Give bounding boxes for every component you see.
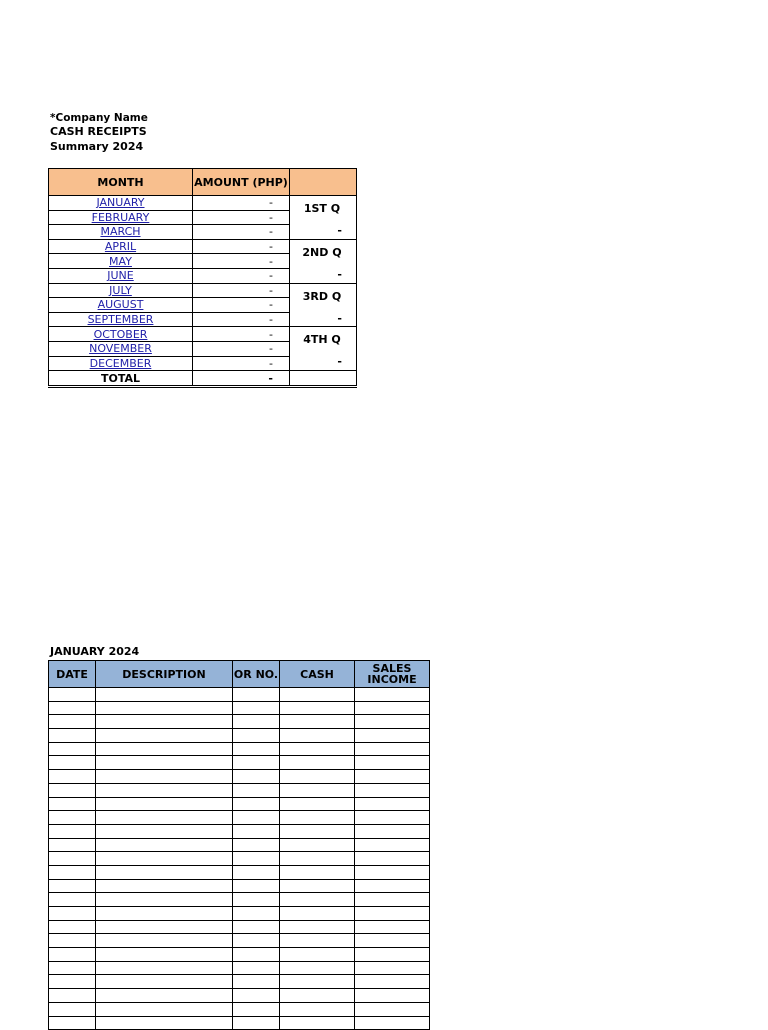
date-cell[interactable] — [49, 948, 96, 962]
sales-income-cell[interactable] — [355, 975, 430, 989]
date-cell[interactable] — [49, 975, 96, 989]
cash-cell[interactable] — [280, 1016, 355, 1030]
january-entry-row — [49, 920, 430, 934]
month-link-june[interactable]: JUNE — [107, 269, 134, 283]
date-cell[interactable] — [49, 961, 96, 975]
description-cell[interactable] — [96, 961, 233, 975]
january-entry-row — [49, 1002, 430, 1016]
month-link-april[interactable]: APRIL — [104, 240, 137, 254]
date-cell[interactable] — [49, 797, 96, 811]
cash-cell[interactable] — [280, 961, 355, 975]
date-cell[interactable] — [49, 879, 96, 893]
report-subtitle: Summary 2024 — [50, 140, 144, 153]
description-cell[interactable] — [96, 920, 233, 934]
cash-column-header: CASH — [280, 661, 355, 688]
summary-month-row — [49, 283, 357, 298]
january-entry-row — [49, 907, 430, 921]
description-cell[interactable] — [96, 1002, 233, 1016]
cash-cell[interactable] — [280, 934, 355, 948]
or-no-cell[interactable] — [233, 742, 280, 756]
month-cell — [49, 356, 193, 371]
sales-income-cell[interactable] — [355, 783, 430, 797]
description-cell[interactable] — [96, 893, 233, 907]
or-no-cell[interactable] — [233, 729, 280, 743]
date-cell[interactable] — [49, 729, 96, 743]
or-no-column-header: OR NO. — [233, 661, 280, 688]
sales-income-cell[interactable] — [355, 865, 430, 879]
summary-month-row — [49, 239, 357, 254]
sales-income-cell[interactable] — [355, 688, 430, 702]
description-cell[interactable] — [96, 1016, 233, 1030]
description-cell[interactable] — [96, 975, 233, 989]
cash-cell[interactable] — [280, 701, 355, 715]
description-cell[interactable] — [96, 907, 233, 921]
or-no-cell[interactable] — [233, 852, 280, 866]
or-no-cell[interactable] — [233, 1016, 280, 1030]
month-amount-cell: - — [193, 210, 290, 225]
quarter-cell — [290, 327, 357, 371]
cash-cell[interactable] — [280, 907, 355, 921]
cash-cell[interactable] — [280, 811, 355, 825]
or-no-cell[interactable] — [233, 824, 280, 838]
description-cell[interactable] — [96, 742, 233, 756]
quarter-label: 4TH Q — [303, 333, 341, 347]
month-link-july[interactable]: JULY — [109, 283, 132, 297]
month-link-february[interactable]: FEBRUARY — [91, 210, 150, 224]
description-column-header: DESCRIPTION — [96, 661, 233, 688]
cash-cell[interactable] — [280, 729, 355, 743]
sales-income-cell[interactable] — [355, 715, 430, 729]
quarter-label: 2ND Q — [302, 245, 342, 259]
month-link-october[interactable]: OCTOBER — [93, 327, 148, 341]
description-cell[interactable] — [96, 729, 233, 743]
month-link-may[interactable]: MAY — [109, 254, 132, 268]
month-cell — [49, 210, 193, 225]
month-amount-cell: - — [193, 312, 290, 327]
month-amount-cell: - — [193, 298, 290, 313]
cash-cell[interactable] — [280, 756, 355, 770]
description-cell[interactable] — [96, 811, 233, 825]
total-value: - — [193, 371, 290, 387]
date-cell[interactable] — [49, 893, 96, 907]
sales-income-cell[interactable] — [355, 756, 430, 770]
january-entry-row — [49, 729, 430, 743]
january-table — [48, 660, 430, 1030]
sales-income-cell[interactable] — [355, 811, 430, 825]
cash-cell[interactable] — [280, 1002, 355, 1016]
date-cell[interactable] — [49, 824, 96, 838]
january-entry-row — [49, 797, 430, 811]
or-no-cell[interactable] — [233, 715, 280, 729]
sales-income-cell[interactable] — [355, 1002, 430, 1016]
month-cell — [49, 196, 193, 211]
description-cell[interactable] — [96, 797, 233, 811]
or-no-cell[interactable] — [233, 701, 280, 715]
date-cell[interactable] — [49, 838, 96, 852]
or-no-cell[interactable] — [233, 934, 280, 948]
month-cell — [49, 283, 193, 298]
or-no-cell[interactable] — [233, 756, 280, 770]
quarter-column-header — [290, 169, 357, 196]
january-entry-row — [49, 688, 430, 702]
sales-income-cell[interactable] — [355, 1016, 430, 1030]
month-column-header: MONTH — [49, 169, 193, 196]
date-cell[interactable] — [49, 688, 96, 702]
january-entry-row — [49, 838, 430, 852]
description-cell[interactable] — [96, 824, 233, 838]
cash-cell[interactable] — [280, 797, 355, 811]
month-cell — [49, 341, 193, 356]
description-cell[interactable] — [96, 770, 233, 784]
month-link-march[interactable]: MARCH — [100, 225, 141, 239]
cash-cell[interactable] — [280, 824, 355, 838]
cash-cell[interactable] — [280, 975, 355, 989]
summary-header-row — [49, 169, 357, 196]
quarter-cell — [290, 283, 357, 327]
month-link-november[interactable]: NOVEMBER — [89, 342, 152, 356]
or-no-cell[interactable] — [233, 1002, 280, 1016]
january-entry-row — [49, 975, 430, 989]
sales-income-cell[interactable] — [355, 893, 430, 907]
cash-cell[interactable] — [280, 783, 355, 797]
cash-cell[interactable] — [280, 920, 355, 934]
total-empty-cell — [290, 371, 357, 387]
cash-cell[interactable] — [280, 879, 355, 893]
sales-income-cell[interactable] — [355, 948, 430, 962]
month-cell — [49, 312, 193, 327]
month-amount-cell: - — [193, 356, 290, 371]
month-link-december[interactable]: DECEMBER — [89, 356, 152, 370]
quarter-label: 1ST Q — [303, 202, 341, 215]
date-cell[interactable] — [49, 989, 96, 1003]
quarter-cell — [290, 239, 357, 283]
date-cell[interactable] — [49, 715, 96, 729]
cash-cell[interactable] — [280, 989, 355, 1003]
sales-income-cell[interactable] — [355, 907, 430, 921]
january-entry-row — [49, 811, 430, 825]
description-cell[interactable] — [96, 715, 233, 729]
month-amount-cell: - — [193, 239, 290, 254]
january-entry-row — [49, 961, 430, 975]
date-column-header: DATE — [49, 661, 96, 688]
sales-income-cell[interactable] — [355, 852, 430, 866]
description-cell[interactable] — [96, 948, 233, 962]
month-cell — [49, 254, 193, 269]
january-entry-row — [49, 824, 430, 838]
or-no-cell[interactable] — [233, 865, 280, 879]
month-link-january[interactable]: JANUARY — [96, 196, 145, 210]
month-cell — [49, 327, 193, 342]
date-cell[interactable] — [49, 770, 96, 784]
january-entry-row — [49, 879, 430, 893]
january-entry-row — [49, 756, 430, 770]
quarter-value: - — [337, 311, 342, 325]
cash-cell[interactable] — [280, 852, 355, 866]
january-table-title: JANUARY 2024 — [50, 645, 140, 658]
date-cell[interactable] — [49, 701, 96, 715]
january-header-row — [49, 661, 430, 688]
or-no-cell[interactable] — [233, 948, 280, 962]
sales-income-cell[interactable] — [355, 961, 430, 975]
amount-column-header: AMOUNT (PHP) — [193, 169, 290, 196]
month-amount-cell: - — [193, 225, 290, 240]
description-cell[interactable] — [96, 934, 233, 948]
cash-cell[interactable] — [280, 770, 355, 784]
sales-income-cell[interactable] — [355, 770, 430, 784]
month-amount-cell: - — [193, 254, 290, 269]
sales-income-cell[interactable] — [355, 742, 430, 756]
or-no-cell[interactable] — [233, 811, 280, 825]
date-cell[interactable] — [49, 934, 96, 948]
sales-income-cell[interactable] — [355, 729, 430, 743]
sales-income-cell[interactable] — [355, 838, 430, 852]
cash-cell[interactable] — [280, 838, 355, 852]
or-no-cell[interactable] — [233, 989, 280, 1003]
sales-income-cell[interactable] — [355, 989, 430, 1003]
january-entry-row — [49, 865, 430, 879]
month-cell — [49, 298, 193, 313]
january-entry-row — [49, 934, 430, 948]
description-cell[interactable] — [96, 989, 233, 1003]
january-entry-row — [49, 948, 430, 962]
january-entry-row — [49, 852, 430, 866]
or-no-cell[interactable] — [233, 879, 280, 893]
sales-income-cell[interactable] — [355, 879, 430, 893]
or-no-cell[interactable] — [233, 838, 280, 852]
report-title: CASH RECEIPTS — [50, 125, 147, 138]
sales-income-column-header: SALES INCOME — [355, 661, 430, 688]
description-cell[interactable] — [96, 879, 233, 893]
description-cell[interactable] — [96, 865, 233, 879]
january-entry-row — [49, 893, 430, 907]
date-cell[interactable] — [49, 865, 96, 879]
or-no-cell[interactable] — [233, 961, 280, 975]
date-cell[interactable] — [49, 811, 96, 825]
month-amount-cell: - — [193, 196, 290, 211]
cash-cell[interactable] — [280, 893, 355, 907]
cash-cell[interactable] — [280, 742, 355, 756]
sales-income-cell[interactable] — [355, 797, 430, 811]
month-cell — [49, 239, 193, 254]
january-entry-row — [49, 1016, 430, 1030]
description-cell[interactable] — [96, 783, 233, 797]
description-cell[interactable] — [96, 688, 233, 702]
january-entry-row — [49, 742, 430, 756]
cash-cell[interactable] — [280, 865, 355, 879]
date-cell[interactable] — [49, 742, 96, 756]
january-entry-row — [49, 770, 430, 784]
date-cell[interactable] — [49, 907, 96, 921]
or-no-cell[interactable] — [233, 920, 280, 934]
month-link-september[interactable]: SEPTEMBER — [87, 313, 154, 327]
description-cell[interactable] — [96, 838, 233, 852]
month-amount-cell: - — [193, 341, 290, 356]
sales-income-cell[interactable] — [355, 824, 430, 838]
cash-cell[interactable] — [280, 688, 355, 702]
description-cell[interactable] — [96, 756, 233, 770]
quarter-value: - — [337, 224, 342, 237]
cash-cell[interactable] — [280, 948, 355, 962]
summary-month-row — [49, 196, 357, 211]
summary-month-row — [49, 327, 357, 342]
month-link-august[interactable]: AUGUST — [97, 298, 144, 312]
month-amount-cell: - — [193, 327, 290, 342]
summary-total-row — [49, 371, 357, 387]
date-cell[interactable] — [49, 756, 96, 770]
cash-cell[interactable] — [280, 715, 355, 729]
sales-income-cell[interactable] — [355, 701, 430, 715]
month-cell — [49, 225, 193, 240]
quarter-label: 3RD Q — [302, 289, 342, 303]
january-entry-row — [49, 783, 430, 797]
date-cell[interactable] — [49, 783, 96, 797]
description-cell[interactable] — [96, 852, 233, 866]
description-cell[interactable] — [96, 701, 233, 715]
or-no-cell[interactable] — [233, 893, 280, 907]
or-no-cell[interactable] — [233, 975, 280, 989]
summary-table — [48, 168, 357, 388]
or-no-cell[interactable] — [233, 770, 280, 784]
quarter-cell — [290, 196, 357, 240]
january-entry-row — [49, 715, 430, 729]
january-entry-row — [49, 701, 430, 715]
date-cell[interactable] — [49, 852, 96, 866]
sales-income-cell[interactable] — [355, 920, 430, 934]
or-no-cell[interactable] — [233, 783, 280, 797]
month-amount-cell: - — [193, 268, 290, 283]
date-cell[interactable] — [49, 920, 96, 934]
total-label: TOTAL — [49, 371, 193, 387]
sales-income-cell[interactable] — [355, 934, 430, 948]
date-cell[interactable] — [49, 1002, 96, 1016]
or-no-cell[interactable] — [233, 688, 280, 702]
or-no-cell[interactable] — [233, 797, 280, 811]
quarter-value: - — [337, 267, 342, 281]
month-cell — [49, 268, 193, 283]
company-name: *Company Name — [50, 112, 148, 124]
january-entry-row — [49, 989, 430, 1003]
date-cell[interactable] — [49, 1016, 96, 1030]
quarter-value: - — [337, 355, 342, 369]
or-no-cell[interactable] — [233, 907, 280, 921]
month-amount-cell: - — [193, 283, 290, 298]
